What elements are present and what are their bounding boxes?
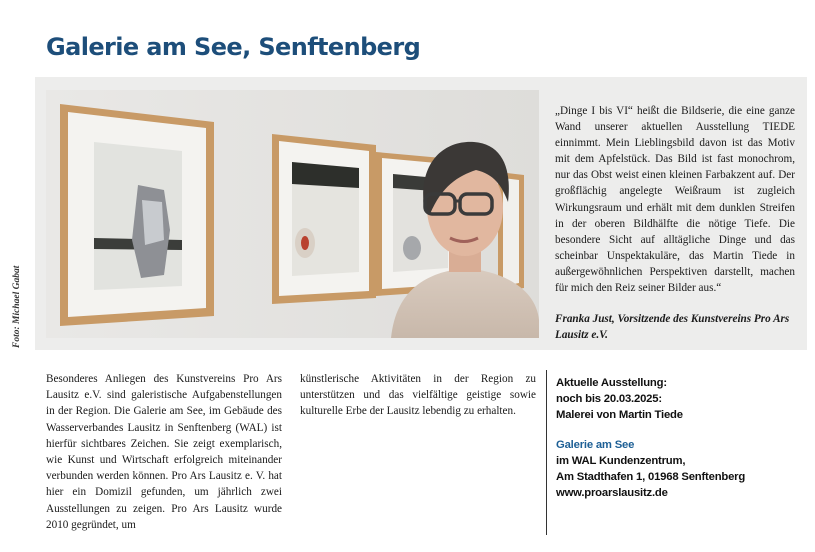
venue-address: Am Stadthafen 1, 01968 Senftenberg xyxy=(556,471,746,483)
photo-credit: Foto: Michael Gabat xyxy=(12,265,22,348)
quote-attribution: Franka Just, Vorsitzende des Kunstvereins Pro Ars Lausitz e.V. xyxy=(555,313,790,341)
info-line: Aktuelle Ausstellung: xyxy=(556,377,667,389)
body-column-1: Besonderes Anliegen des Kunstvereins Pro Ars Lausitz e.V. sind galeristische Aufgabenstellungen in der Region. Die Galerie am See, im Gebäude des Wasserverbandes Lausitz in Senftenberg (WAL) ist hierfür sichtbares Zeichen. Sie zeigt exemplarisch, wie Kunst und Wirtschaft erfolgreich miteinander verbunden werden können. Pro Ars Lausitz e. V. hat hier ein Domizil gefunden, um jährlich zwei Ausstellungen zu zeigen. Pro Ars Lausitz wurde 2010 gegründet, um xyxy=(46,373,282,531)
exhibition-info-box xyxy=(556,375,811,501)
quote-text: „Dinge I bis VI“ heißt die Bildserie, die eine ganze Wand unserer aktuellen Ausstellung TIEDE einnimmt. Mein Lieblingsbild davon ist das Motiv mit dem Apfelstück. Das Bild ist fast monochrom, nur das Obst weist einen kleinen Farbakzent auf. Der großflächig angelegte Weißraum ist zugleich Wirkungsraum und erhält mit dem dunklen Streifen in der oberen Bildhälfte die nötige Tiefe. Die besondere Sicht auf alltägliche Dinge und das scheinbar Unspektakuläre, das Martin Tiede in außergewöhnlichen Perspektiven darstellt, machen für mich den Reiz seiner Bilder aus.“ xyxy=(555,105,795,295)
info-line: Malerei von Martin Tiede xyxy=(556,409,683,421)
venue-block xyxy=(556,437,811,501)
venue-name: Galerie am See xyxy=(556,439,635,451)
venue-line: im WAL Kundenzentrum, xyxy=(556,455,686,467)
website-link[interactable]: www.proarslausitz.de xyxy=(556,487,668,499)
exhibition-photo xyxy=(46,90,539,338)
current-exhibition xyxy=(556,375,811,423)
page-title: Galerie am See, Senftenberg xyxy=(46,33,421,61)
body-column-2: künstlerische Aktivitäten in der Region zu unterstützen und das vielfältige geistige sowie kulturelle Erbe der Lausitz lebendig zu erhalten. xyxy=(300,373,536,418)
info-line: noch bis 20.03.2025: xyxy=(556,393,662,405)
column-divider xyxy=(546,370,547,535)
